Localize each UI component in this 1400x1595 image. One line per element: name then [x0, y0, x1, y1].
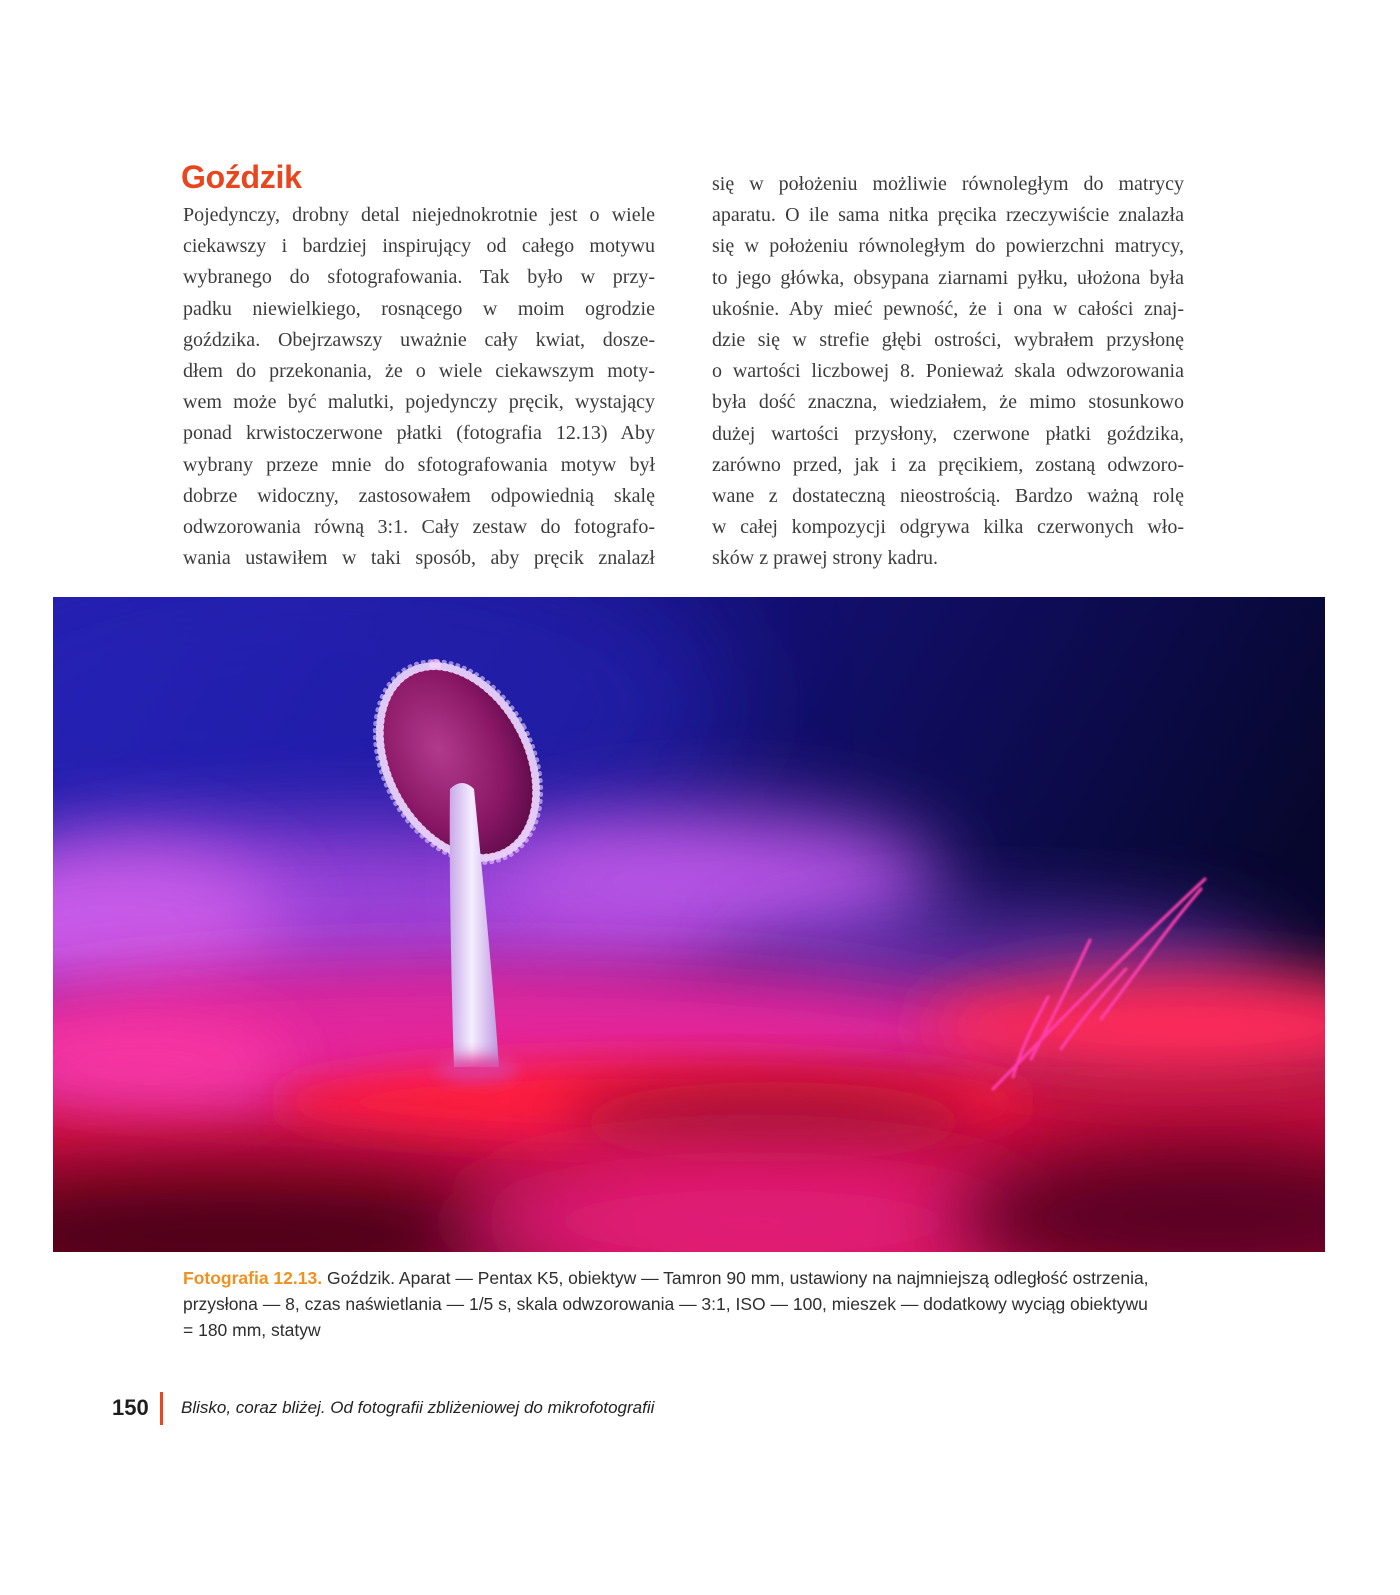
caption-line: = 180 mm, statyw — [183, 1320, 321, 1340]
body-line: sków z prawej strony kadru. — [712, 547, 939, 570]
section-heading: Goździk — [181, 159, 302, 195]
caption-text: Goździk. Aparat — Pentax K5, obiektyw — Tamron 90 mm, ustawiony na najmniejszą odległość ostrzenia, — [326, 1268, 1149, 1288]
body-line: odwzorowania równą 3:1. Cały zestaw do fotografo- — [183, 515, 655, 538]
photo-petals — [53, 959, 1325, 1252]
running-footer-title: Blisko, coraz bliżej. Od fotografii zbliżeniowej do mikrofotografii — [181, 1398, 655, 1417]
body-line: dobrze widoczny, zastosowałem odpowiednią skalę — [183, 484, 655, 507]
footer-divider — [160, 1392, 163, 1425]
body-column-right — [712, 169, 1184, 574]
body-line: o wartości liczbowej 8. Ponieważ skala odwzorowania — [712, 360, 1184, 383]
caption-line: przysłona — 8, czas naświetlania — 1/5 s, skala odwzorowania — 3:1, ISO — 100, mieszek — dodatkowy wyciąg obiektywu — [183, 1294, 1148, 1314]
body-line: w całej kompozycji odgrywa kilka czerwonych wło- — [712, 516, 1184, 539]
body-line: dłem do przekonania, że o wiele ciekawszym moty- — [183, 359, 655, 382]
body-line: wybrany przeze mnie do sfotografowania motyw był — [183, 453, 655, 476]
body-line: się w położeniu możliwie równoległym do matrycy — [712, 173, 1184, 195]
body-line: się w położeniu równoległym do powierzchni matrycy, — [712, 235, 1184, 258]
body-line: aparatu. O ile sama nitka pręcika rzeczywiście znalazła — [712, 204, 1184, 227]
body-line: zarówno przed, jak i za pręcikiem, zostaną odwzoro- — [712, 453, 1184, 476]
figure-photo — [53, 597, 1325, 1252]
body-line: wania ustawiłem w taki sposób, aby pręcik znalazł — [183, 547, 655, 570]
body-column-left — [183, 200, 655, 574]
caption-label: Fotografia 12.13. — [183, 1268, 323, 1288]
page-number: 150 — [112, 1395, 149, 1420]
body-line: wybranego do sfotografowania. Tak było w przy- — [183, 266, 655, 289]
body-line: dzie się w strefie głębi ostrości, wybrałem przysłonę — [712, 328, 1184, 351]
body-line: ukośnie. Aby mieć pewność, że i ona w całości znaj- — [712, 297, 1184, 320]
figure-caption — [183, 1265, 1149, 1343]
body-line: padku niewielkiego, rosnącego w moim ogrodzie — [183, 297, 655, 320]
body-line: wane z dostateczną nieostrością. Bardzo ważną rolę — [712, 484, 1184, 507]
body-line: to jego główka, obsypana ziarnami pyłku, ułożona była — [712, 266, 1184, 289]
body-line: dużej wartości przysłony, czerwone płatki goździka, — [712, 422, 1184, 445]
body-line: ponad krwistoczerwone płatki (fotografia 12.13) Aby — [183, 422, 655, 445]
caption-line — [183, 1265, 1149, 1291]
body-line: była dość znaczna, wiedziałem, że mimo stosunkowo — [712, 391, 1184, 414]
body-line: wem może być malutki, pojedynczy pręcik, wystający — [183, 391, 655, 414]
body-line: ciekawszy i bardziej inspirujący od całego motywu — [183, 235, 655, 258]
body-line: Pojedynczy, drobny detal niejednokrotnie jest o wiele — [183, 204, 655, 226]
body-line: goździka. Obejrzawszy uważnie cały kwiat, dosze- — [183, 328, 655, 351]
